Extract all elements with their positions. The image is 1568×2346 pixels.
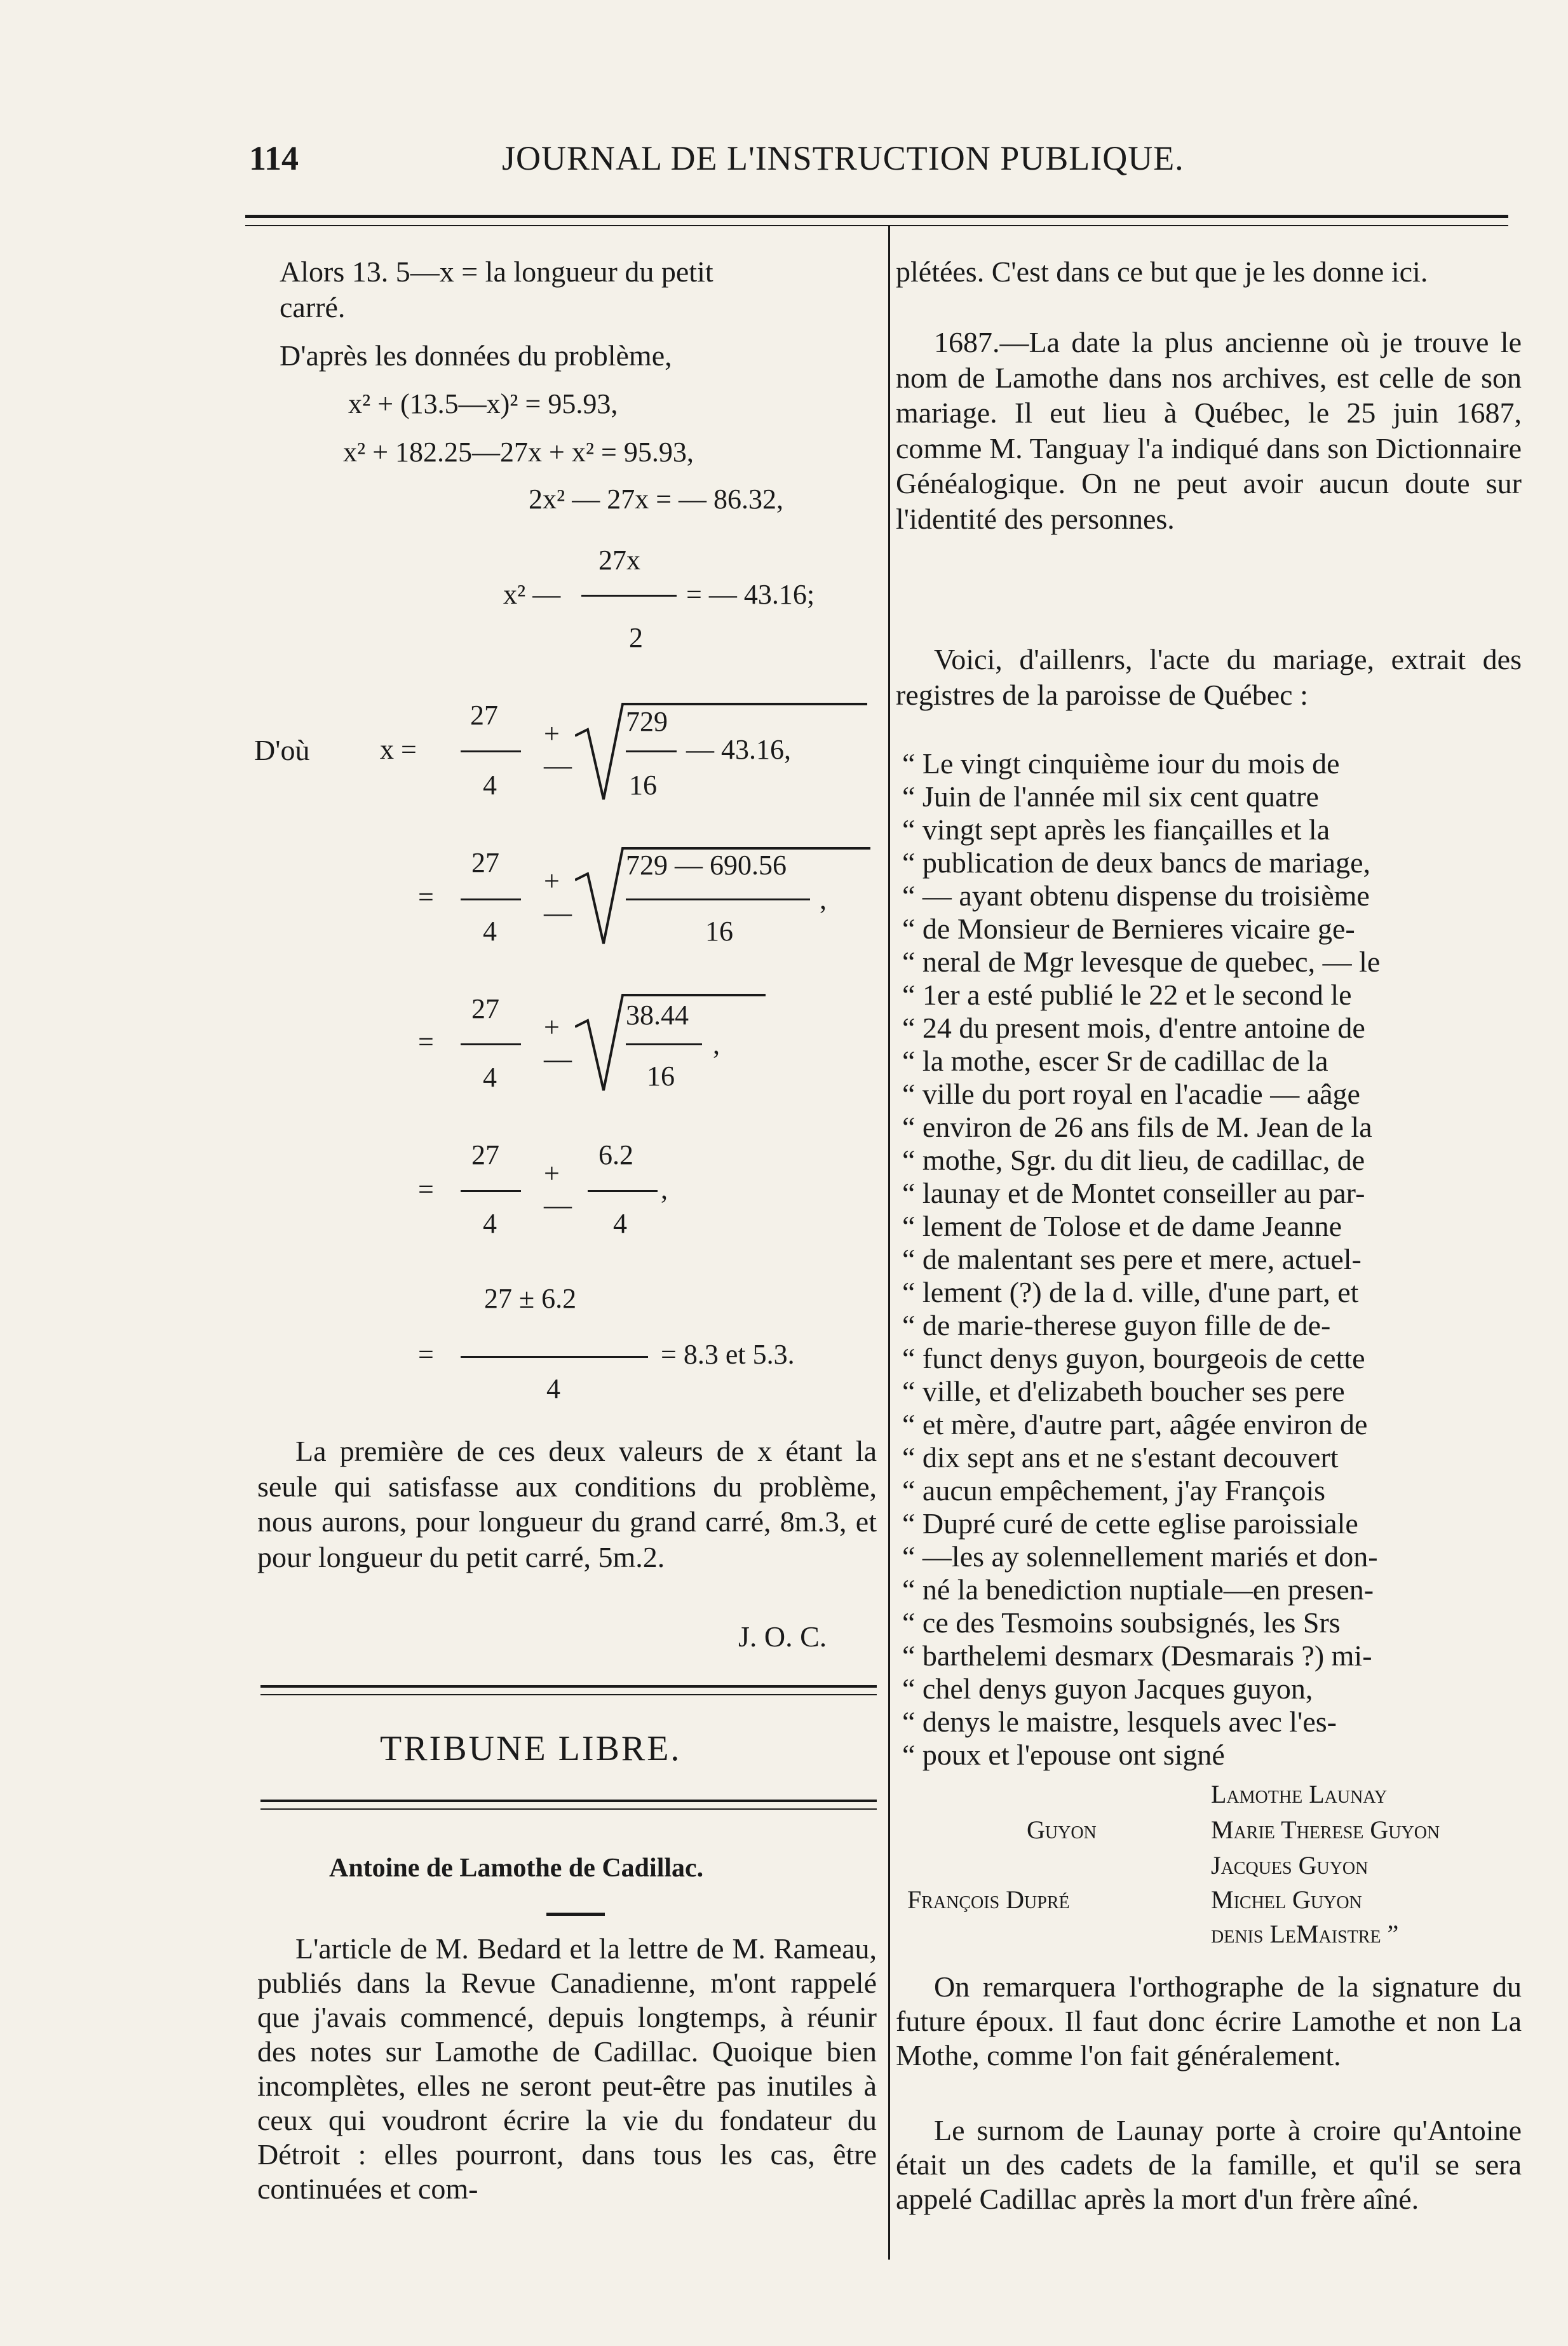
column-divider xyxy=(888,226,890,2260)
step4-denominator: 4 xyxy=(483,1208,497,1239)
step1-radical-right: — 43.16, xyxy=(686,734,791,765)
step5-bar xyxy=(461,1356,648,1358)
equation-4-numerator: 27x xyxy=(598,545,640,576)
section-title: TRIBUNE LIBRE. xyxy=(380,1729,682,1768)
quote-line: “ la mothe, escer Sr de cadillac de la xyxy=(902,1045,1328,1077)
right-paragraph-2: 1687.—La date la plus ancienne où je trouve le nom de Lamothe dans nos archives, est celle de son mariage. Il eut lieu à Québec, le 25 juin 1687, comme M. Tanguay l'a indiqué dans son Dictionnaire Généalogique. On ne peut avoir aucun doute sur l'identité des personnes. xyxy=(896,326,1522,535)
conclusion-paragraph: La première de ces deux valeurs de x étant la seule qui satisfasse aux conditions du problème, nous aurons, pour longueur du grand carré, 8m.3, et pour longueur du petit carré, 5m.2. xyxy=(257,1435,877,1573)
signature-denis-lemaistre: denis LeMaistre ” xyxy=(1211,1920,1399,1948)
quote-line: “ de malentant ses pere et mere, actuel- xyxy=(902,1243,1362,1275)
equation-3: 2x² — 27x = — 86.32, xyxy=(529,484,784,515)
section-rule-bottom-1 xyxy=(260,1800,877,1802)
step2-numerator: 27 xyxy=(471,847,499,878)
quote-line: “ de marie-therese guyon fille de de- xyxy=(902,1309,1331,1341)
dou-label: D'où xyxy=(254,734,310,766)
right-paragraph-1: plétées. C'est dans ce but que je les donne ici. xyxy=(896,255,1428,288)
step4-comma: , xyxy=(661,1174,668,1205)
intro-line-1: Alors 13. 5—x = la longueur du petit xyxy=(280,255,713,288)
quote-line: “ neral de Mgr levesque de quebec, — le xyxy=(902,946,1381,978)
article-dash xyxy=(546,1913,605,1916)
step4-plus-minus: + — xyxy=(544,1158,572,1221)
quote-line: “ 1er a esté publié le 22 et le second le xyxy=(902,979,1352,1011)
step1-denominator: 4 xyxy=(483,770,497,801)
step5-denominator: 4 xyxy=(546,1373,560,1404)
step2-equals: = xyxy=(418,881,434,912)
quote-line: “ ville du port royal en l'acadie — aâge xyxy=(902,1078,1360,1110)
step3-bar xyxy=(461,1043,521,1045)
quote-line: “ poux et l'epouse ont signé xyxy=(902,1739,1225,1771)
step3-radical-numerator: 38.44 xyxy=(626,1000,689,1031)
section-rule-bottom-2 xyxy=(260,1808,877,1810)
quote-line: “ de Monsieur de Bernieres vicaire ge- xyxy=(902,912,1355,945)
step1-radical-bar xyxy=(626,750,677,752)
quote-line: “ et mère, d'autre part, aâgée environ de xyxy=(902,1408,1368,1441)
step2-bar xyxy=(461,898,521,900)
intro-line-2: carré. xyxy=(280,290,346,323)
step2-comma: , xyxy=(820,884,827,915)
right-paragraph-4: On remarquera l'orthographe de la signature du future époux. Il faut donc écrire Lamothe et non La Mothe, comme l'on fait généralement. xyxy=(896,1970,1522,2071)
step4-bar-2 xyxy=(588,1190,658,1192)
right-paragraph-5: Le surnom de Launay porte à croire qu'Antoine était un des cadets de la famille, et qu'il se sera appelé Cadillac après la mort d'un frère aîné. xyxy=(896,2114,1522,2215)
step4-equals: = xyxy=(418,1174,434,1205)
quote-line: “ ville, et d'elizabeth boucher ses pere xyxy=(902,1375,1345,1407)
signature-francois-dupre: François Dupré xyxy=(907,1885,1070,1914)
equation-4-right: = — 43.16; xyxy=(686,579,815,610)
signature-michel: Michel Guyon xyxy=(1211,1885,1362,1914)
step1-bar xyxy=(461,750,521,752)
quote-line: “ denys le maistre, lesquels avec l'es- xyxy=(902,1705,1337,1738)
right-paragraph-3: Voici, d'aillenrs, l'acte du mariage, extrait des registres de la paroisse de Québec : xyxy=(896,643,1522,711)
step1-x: x = xyxy=(380,734,417,765)
quote-line: “ —les ay solennellement mariés et don- xyxy=(902,1540,1378,1573)
quote-line: “ barthelemi desmarx (Desmarais ?) mi- xyxy=(902,1639,1372,1672)
header-rule-thick xyxy=(245,215,1508,218)
equation-4-denominator: 2 xyxy=(629,622,643,653)
quote-line: “ environ de 26 ans fils de M. Jean de la xyxy=(902,1111,1372,1143)
quote-line: “ lement (?) de la d. ville, d'une part, et xyxy=(902,1276,1359,1308)
step3-equals: = xyxy=(418,1026,434,1057)
step3-radical-bar xyxy=(626,1043,702,1045)
quote-line: “ aucun empêchement, j'ay François xyxy=(902,1474,1326,1507)
signature-guyon: Guyon xyxy=(1027,1815,1097,1844)
equation-4-left: x² — xyxy=(503,579,561,610)
quote-line: “ chel denys guyon Jacques guyon, xyxy=(902,1672,1313,1705)
step3-comma: , xyxy=(713,1029,720,1060)
quote-line: “ Dupré curé de cette eglise paroissiale xyxy=(902,1507,1358,1540)
step4-denominator-2: 4 xyxy=(613,1208,627,1239)
step5-equals: = xyxy=(418,1339,434,1370)
step1-radical-denominator: 16 xyxy=(629,770,657,801)
quote-line: “ launay et de Montet conseiller au par- xyxy=(902,1177,1365,1209)
step3-radical-denominator: 16 xyxy=(647,1061,675,1092)
quote-line: “ 24 du present mois, d'entre antoine de xyxy=(902,1012,1365,1044)
equation-1: x² + (13.5—x)² = 95.93, xyxy=(348,388,618,419)
step3-numerator: 27 xyxy=(471,993,499,1024)
step5-result: = 8.3 et 5.3. xyxy=(661,1339,795,1370)
step2-radical-numerator: 729 — 690.56 xyxy=(626,850,787,881)
page-number: 114 xyxy=(249,139,299,177)
equation-4-fraction-bar xyxy=(581,595,677,597)
step3-denominator: 4 xyxy=(483,1062,497,1093)
donnees-text: D'après les données du problème, xyxy=(280,339,672,372)
quote-line: “ funct denys guyon, bourgeois de cette xyxy=(902,1342,1365,1374)
step4-bar xyxy=(461,1190,521,1192)
step1-plus-minus: + — xyxy=(544,718,572,781)
step4-numerator: 27 xyxy=(471,1139,499,1170)
quote-line: “ né la benediction nuptiale—en presen- xyxy=(902,1573,1374,1606)
running-title: JOURNAL DE L'INSTRUCTION PUBLIQUE. xyxy=(502,139,1184,177)
signature-lamothe: Lamothe Launay xyxy=(1211,1780,1388,1808)
signature-jacques: Jacques Guyon xyxy=(1211,1851,1369,1880)
marriage-act-quote xyxy=(902,747,1525,1772)
step2-radical-denominator: 16 xyxy=(705,916,733,947)
step1-numerator: 27 xyxy=(470,700,498,731)
article-title: Antoine de Lamothe de Cadillac. xyxy=(329,1854,704,1883)
initials: J. O. C. xyxy=(738,1620,827,1653)
step2-radical-bar xyxy=(626,898,810,900)
quote-line: “ — ayant obtenu dispense du troisième xyxy=(902,879,1370,912)
quote-line: “ ce des Tesmoins soubsignés, les Srs xyxy=(902,1606,1341,1639)
equation-2: x² + 182.25—27x + x² = 95.93, xyxy=(343,437,694,468)
quote-line: “ Juin de l'année mil six cent quatre xyxy=(902,780,1319,813)
section-rule-top-2 xyxy=(260,1694,877,1695)
intro-paragraph xyxy=(280,254,877,325)
quote-line: “ publication de deux bancs de mariage, xyxy=(902,846,1370,879)
step4-numerator-2: 6.2 xyxy=(598,1139,633,1170)
quote-line: “ lement de Tolose et de dame Jeanne xyxy=(902,1210,1342,1242)
step2-plus-minus: + — xyxy=(544,865,572,928)
signature-marie-therese: Marie Therese Guyon xyxy=(1211,1815,1440,1844)
step3-plus-minus: + — xyxy=(544,1012,572,1075)
quote-line: “ Le vingt cinquième iour du mois de xyxy=(902,747,1340,780)
section-rule-top-1 xyxy=(260,1685,877,1688)
step1-radical-numerator: 729 xyxy=(626,706,668,737)
article-paragraph: L'article de M. Bedard et la lettre de M. Rameau, publiés dans la Revue Canadienne, m'ont rappelé que j'avais commencé, depuis longtemps, à réunir des notes sur Lamothe de Cadillac. Quoique bien incomplètes, elles ne seront peut-être pas inutiles à ceux qui voudront écrire la vie du fondateur du Détroit : elles pourront, dans tous les cas, être continuées et com- xyxy=(257,1932,877,2205)
header-rule-thin xyxy=(245,225,1508,226)
quote-line: “ vingt sept après les fiançailles et la xyxy=(902,813,1330,846)
step5-numerator: 27 ± 6.2 xyxy=(484,1283,577,1314)
step2-denominator: 4 xyxy=(483,916,497,947)
quote-line: “ mothe, Sgr. du dit lieu, de cadillac, de xyxy=(902,1144,1365,1176)
quote-line: “ dix sept ans et ne s'estant decouvert xyxy=(902,1441,1339,1474)
